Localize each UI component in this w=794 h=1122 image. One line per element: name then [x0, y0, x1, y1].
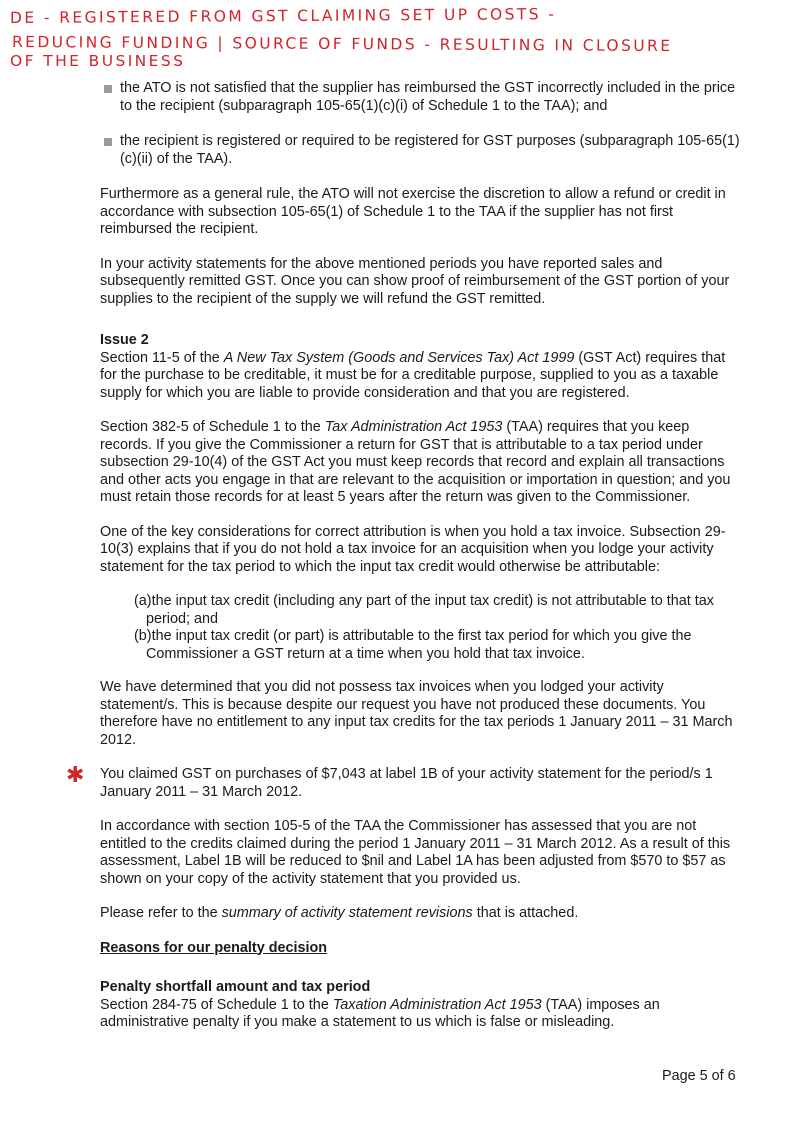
bullet-text: the recipient is registered or required to be registered for GST purposes (subparagraph 105-65(1)(c)(ii) of the TAA). [120, 133, 740, 167]
act-title: Taxation Administration Act 1953 [332, 996, 542, 1013]
penalty-section-heading: Reasons for our penalty decision [100, 939, 328, 956]
document-body [66, 80, 740, 1049]
paragraph-activity-statements: In your activity statements for the above mentioned periods you have reported sales and subsequently remitted GST. Once you can show proof of reimbursement of the GST portion of your supplies to the recipient of the supply we will refund the GST remitted. [100, 255, 730, 307]
issue-2-paragraph-7 [100, 905, 740, 923]
sub-list [100, 593, 740, 663]
issue-2-paragraph-5 [66, 762, 740, 801]
handwritten-line-2: REDUCING FUNDING | SOURCE OF FUNDS - RESULTING IN CLOSURE [11, 33, 673, 56]
sub-item-text: the input tax credit (or part) is attributable to the first tax period for which you give the [151, 628, 692, 644]
issue-2-paragraph-6: In accordance with section 105-5 of the TAA the Commissioner has assessed that you are not entitled to the credits claimed during the period 1 January 2011 – 31 March 2012. As a result of this assessment, Label 1B will be reduced to $nil and Label 1A has been adjusted from $570 to $57 as shown on your copy of the activity statement that you provided us. [100, 818, 731, 887]
text-run: (GST Act) requires that for the purchase to be creditable, it must be for a creditable purpose, supplied to you as a taxable supply for which you are liable to provide consideration and that you are registered. [100, 349, 726, 401]
handwritten-line-3: OF THE BUSINESS [10, 52, 186, 70]
act-title: Tax Administration Act 1953 [324, 419, 503, 435]
handwritten-annotation [10, 6, 780, 73]
sub-item-label: (a) [134, 593, 152, 609]
handwritten-line-1: DE - REGISTERED FROM GST CLAIMING SET UP COSTS - [9, 5, 557, 27]
list-item [100, 80, 740, 115]
square-bullet-icon [104, 85, 112, 93]
text-run: Section 382-5 of Schedule 1 to the [100, 419, 325, 435]
text-run: (TAA) imposes an administrative penalty if you make a statement to us which is false or misleading. [100, 996, 660, 1030]
bullet-text: the ATO is not satisfied that the supplier has reimbursed the GST incorrectly included in the price to the recipient (subparagraph 105-65(1)(c)(i) of Schedule 1 to the TAA); and [120, 80, 736, 114]
list-item [100, 133, 740, 168]
penalty-paragraph-1 [100, 997, 740, 1032]
issue-2-paragraph-4: We have determined that you did not possess tax invoices when you lodged your activity statement/s. This is because despite our request you have not produced these documents. You therefore have no entitlement to any input tax credits for the tax periods 1 January 2011 – 31 March 2012. [100, 679, 733, 748]
page-number: Page 5 of 6 [662, 1068, 736, 1084]
text-run: Section 284-75 of Schedule 1 to the [100, 996, 333, 1013]
text-run: Please refer to the [100, 905, 222, 921]
list-item [134, 628, 740, 663]
issue-2-paragraph-2 [100, 419, 740, 507]
sub-item-continuation: period; and [146, 610, 219, 627]
penalty-subheading: Penalty shortfall amount and tax period [100, 979, 371, 995]
issue-2-paragraph-1 [100, 350, 740, 403]
square-bullet-icon [104, 138, 112, 146]
asterisk-mark-icon: ✱ [66, 762, 85, 787]
text-run: that is attached. [472, 905, 579, 921]
act-title: A New Tax System (Goods and Services Tax) Act 1999 [223, 349, 575, 366]
issue-2-heading: Issue 2 [100, 332, 149, 348]
text-run: (TAA) requires that you keep records. If you give the Commissioner a return for GST that is attributable to a tax period under subsection 29-10(4) of the GST Act you must keep records that record and explain all transactions and other acts you engage in that are relevant to the acquisition or importation in question; and you must retain those records for at least 5 years after the return was given to the Commissioner. [100, 419, 731, 505]
document-reference: summary of activity statement revisions [221, 905, 473, 921]
list-item [134, 593, 740, 628]
text-run: Section 11-5 of the [100, 349, 224, 366]
issue-2-paragraph-3: One of the key considerations for correct attribution is when you hold a tax invoice. Subsection 29-10(3) explains that if you do not hold a tax invoice for an acquisition when you lodge your activity statement for the tax period to which the input tax credit would otherwise be attributable: [100, 523, 726, 575]
paragraph-furthermore: Furthermore as a general rule, the ATO will not exercise the discretion to allow a refund or credit in accordance with subsection 105-65(1) of Schedule 1 to the TAA if the supplier has not first reimbursed the recipient. [100, 186, 726, 237]
paragraph-text: You claimed GST on purchases of $7,043 at label 1B of your activity statement for the period/s 1 January 2011 – 31 March 2012. [100, 766, 713, 800]
bullet-list [100, 80, 740, 168]
sub-item-continuation: Commissioner a GST return at a time when you hold that tax invoice. [146, 645, 585, 662]
sub-item-text: the input tax credit (including any part of the input tax credit) is not attributable to that tax [151, 593, 714, 609]
sub-item-label: (b) [134, 628, 152, 644]
